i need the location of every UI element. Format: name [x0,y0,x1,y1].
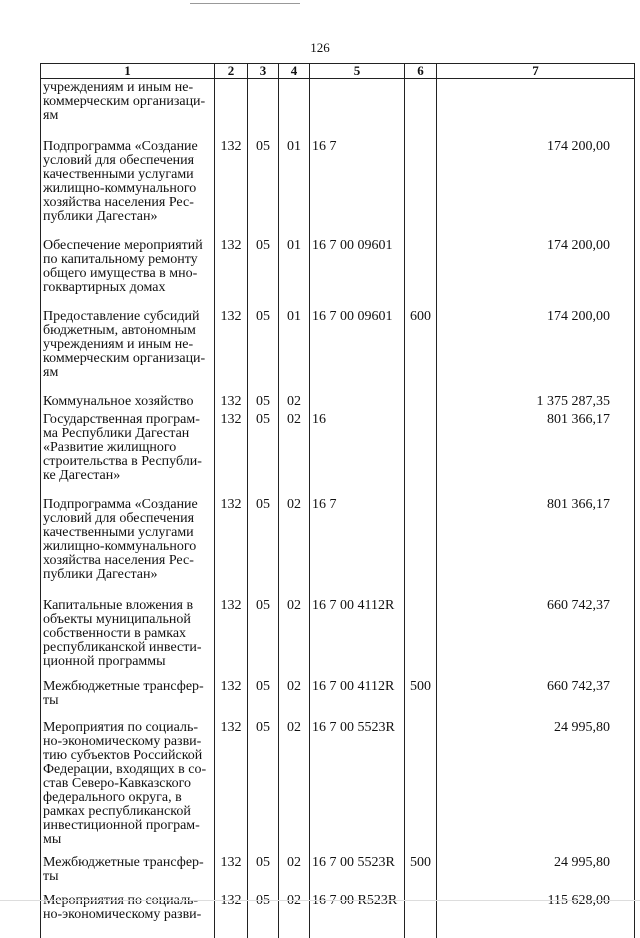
expense-type-code [405,411,437,483]
table-row [41,380,635,411]
table-row [41,708,635,847]
amount: 660 742,37 [437,582,635,669]
subsection-code: 01 [279,123,310,224]
header-row [41,64,635,79]
expense-type-code [405,884,437,938]
item-name: Государственная програм- ма Республики Дагестан «Развитие жилищного строительства в Республи- ке Дагестан» [41,411,215,483]
table-row [41,669,635,708]
column-header-6: 6 [405,64,437,79]
amount: 174 200,00 [437,295,635,380]
table-row [41,582,635,669]
subsection-code: 02 [279,884,310,938]
table-row [41,847,635,884]
table-row [41,295,635,380]
amount: 801 366,17 [437,411,635,483]
column-header-7: 7 [437,64,635,79]
section-code: 05 [248,847,279,884]
subsection-code: 01 [279,295,310,380]
subsection-code: 02 [279,582,310,669]
item-name: Межбюджетные трансфер- ты [41,847,215,884]
section-code: 05 [248,380,279,411]
target-article-code: 16 7 00 5523R [310,847,405,884]
item-name: Подпрограмма «Создание условий для обеспечения качественными услугами жилищно-коммунального хозяйства населения Рес- публики Дагестан» [41,483,215,582]
table-body [41,79,635,938]
section-code: 05 [248,295,279,380]
table-row [41,79,635,124]
ministry-code: 132 [215,295,248,380]
ministry-code: 132 [215,582,248,669]
column-header-4: 4 [279,64,310,79]
target-article-code: 16 7 00 5523R [310,708,405,847]
target-article-code [310,79,405,124]
item-name: Подпрограмма «Создание условий для обеспечения качественными услугами жилищно-коммунального хозяйства населения Рес- публики Дагестан» [41,123,215,224]
ministry-code: 132 [215,884,248,938]
expense-type-code: 600 [405,295,437,380]
item-name: Коммунальное хозяйство [41,380,215,411]
item-name: Обеспечение мероприятий по капитальному ремонту общего имущества в мно- гоквартирных домах [41,224,215,295]
section-code: 05 [248,224,279,295]
amount: 801 366,17 [437,483,635,582]
column-header-2: 2 [215,64,248,79]
target-article-code: 16 7 00 4112R [310,669,405,708]
table-row [41,224,635,295]
ministry-code: 132 [215,483,248,582]
amount [437,79,635,124]
ministry-code: 132 [215,411,248,483]
amount: 174 200,00 [437,123,635,224]
amount: 24 995,80 [437,708,635,847]
ministry-code: 132 [215,847,248,884]
item-name: Мероприятия по социаль- но-экономическому разви- [41,884,215,938]
target-article-code: 16 7 [310,123,405,224]
section-code: 05 [248,708,279,847]
section-code: 05 [248,884,279,938]
bottom-rule [0,900,640,901]
amount: 115 628,00 [437,884,635,938]
target-article-code: 16 7 00 09601 [310,295,405,380]
target-article-code: 16 7 00 09601 [310,224,405,295]
subsection-code: 01 [279,224,310,295]
expense-type-code [405,582,437,669]
subsection-code: 02 [279,847,310,884]
subsection-code [279,79,310,124]
expense-type-code [405,123,437,224]
subsection-code: 02 [279,380,310,411]
section-code: 05 [248,669,279,708]
page-number: 126 [0,40,640,56]
ministry-code: 132 [215,123,248,224]
amount: 660 742,37 [437,669,635,708]
expense-type-code [405,708,437,847]
ministry-code [215,79,248,124]
ministry-code: 132 [215,708,248,847]
table-row [41,884,635,938]
amount: 24 995,80 [437,847,635,884]
item-name: Межбюджетные трансфер- ты [41,669,215,708]
section-code: 05 [248,123,279,224]
expense-type-code [405,79,437,124]
ministry-code: 132 [215,380,248,411]
item-name: Предоставление субсидий бюджетным, автономным учреждениям и иным не- коммерческим организаци- ям [41,295,215,380]
section-code: 05 [248,582,279,669]
section-code: 05 [248,483,279,582]
subsection-code: 02 [279,483,310,582]
expense-type-code [405,224,437,295]
table-row [41,123,635,224]
expense-type-code [405,380,437,411]
table-row [41,483,635,582]
expense-type-code: 500 [405,847,437,884]
target-article-code: 16 7 [310,483,405,582]
table-row [41,411,635,483]
ministry-code: 132 [215,669,248,708]
target-article-code: 16 [310,411,405,483]
budget-table [40,63,635,938]
column-header-1: 1 [41,64,215,79]
target-article-code: 16 7 00 4112R [310,582,405,669]
target-article-code [310,380,405,411]
subsection-code: 02 [279,411,310,483]
item-name: Капитальные вложения в объекты муниципальной собственности в рамках республиканской инвести- ционной программы [41,582,215,669]
column-header-3: 3 [248,64,279,79]
subsection-code: 02 [279,708,310,847]
column-header-5: 5 [310,64,405,79]
subsection-code: 02 [279,669,310,708]
item-name: Мероприятия по социаль- но-экономическому разви- тию субъектов Российской Федерации, входящих в со- став Северо-Кавказского федерального округа, в рамках республиканской инвестиционной програм- мы [41,708,215,847]
amount: 1 375 287,35 [437,380,635,411]
ministry-code: 132 [215,224,248,295]
amount: 174 200,00 [437,224,635,295]
item-name: учреждениям и иным не- коммерческим организаци- ям [41,79,215,124]
section-code: 05 [248,411,279,483]
expense-type-code [405,483,437,582]
section-code [248,79,279,124]
top-rule [190,3,300,4]
target-article-code: 16 7 00 R523R [310,884,405,938]
expense-type-code: 500 [405,669,437,708]
